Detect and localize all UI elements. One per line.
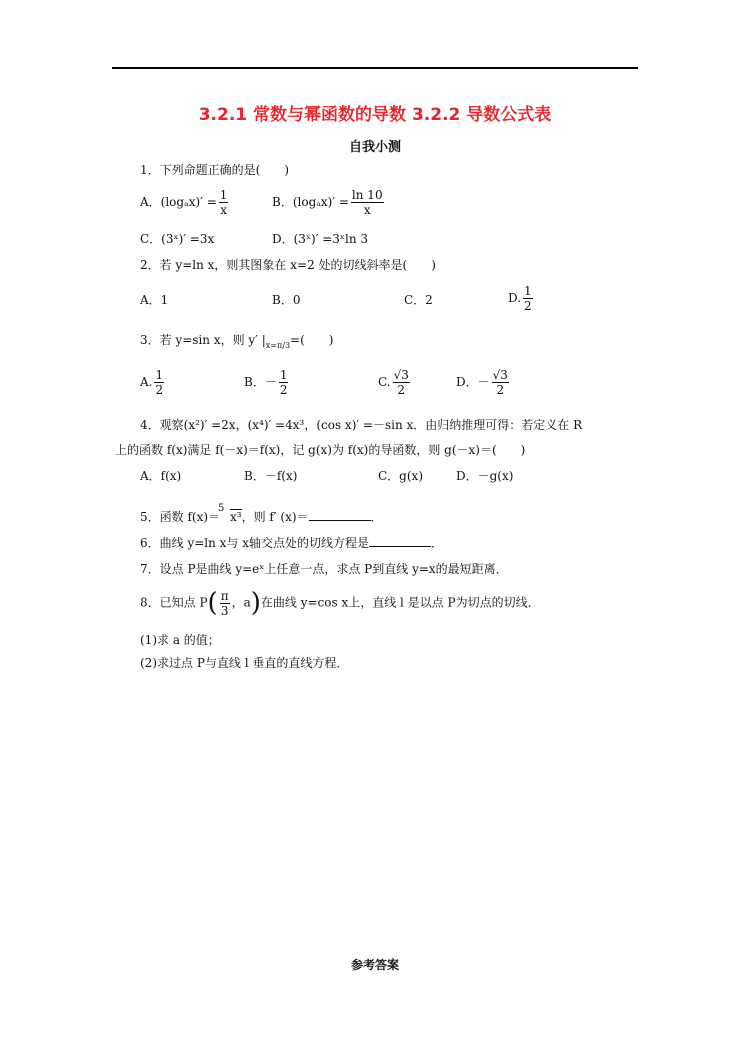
q1-option-b bbox=[272, 188, 386, 217]
q8-part2: (2)求过点 P与直线 l 垂直的直线方程． bbox=[140, 656, 349, 670]
q4-option-c: C．g(x) bbox=[378, 469, 423, 483]
denominator: x bbox=[363, 203, 371, 217]
stem-text: 5．函数 f(x)＝ bbox=[140, 510, 221, 524]
fraction bbox=[351, 188, 384, 217]
q3-stem bbox=[140, 332, 333, 354]
numerator: 1 bbox=[279, 368, 288, 382]
q2-option-c: C．2 bbox=[404, 293, 433, 307]
open-paren: ( bbox=[207, 588, 218, 618]
q1-option-a bbox=[140, 188, 230, 217]
q2-option-d bbox=[508, 284, 535, 313]
fraction bbox=[220, 589, 230, 618]
q3-option-b bbox=[244, 368, 290, 397]
header-rule bbox=[112, 67, 638, 69]
q2-stem: 2．若 y=ln x，则其图象在 x=2 处的切线斜率是( ) bbox=[140, 258, 436, 272]
stem-text: 8．已知点 P bbox=[140, 595, 208, 610]
option-label: D．－ bbox=[456, 375, 490, 389]
numerator: √3 bbox=[393, 368, 409, 382]
fraction bbox=[523, 284, 533, 313]
option-label: B．－ bbox=[244, 375, 277, 389]
q4-option-a: A．f(x) bbox=[140, 469, 182, 483]
stem-text: 在曲线 y=cos x上，直线 l 是以点 P为切点的切线． bbox=[260, 595, 540, 610]
q4-line1: 4．观察(x²)′ =2x，(x⁴)′ =4x³，(cos x)′ =－sin x．由归纳推理可得：若定义在 R bbox=[140, 418, 583, 432]
answer-blank bbox=[309, 509, 371, 521]
answer-blank bbox=[369, 535, 431, 547]
q4-option-b: B．－f(x) bbox=[244, 469, 298, 483]
fraction bbox=[154, 368, 164, 397]
radicand: x³ bbox=[230, 510, 242, 524]
fraction bbox=[219, 188, 229, 217]
radical bbox=[218, 503, 242, 525]
q8-part1: (1)求 a 的值； bbox=[140, 633, 220, 647]
root-index: 5 bbox=[218, 503, 225, 514]
stem-tail: =( ) bbox=[290, 333, 334, 347]
q1-option-d: D．(3ˣ)′ =3ˣln 3 bbox=[272, 232, 369, 246]
fraction bbox=[492, 368, 509, 397]
page-title: 3.2.1 常数与幂函数的导数 3.2.2 导数公式表 bbox=[198, 105, 552, 125]
q3-option-c bbox=[378, 368, 412, 397]
option-expr: A．(logₐx)′ = bbox=[140, 195, 217, 209]
denominator: 2 bbox=[397, 383, 406, 397]
q5 bbox=[140, 503, 383, 525]
answer-heading: 参考答案 bbox=[350, 958, 399, 972]
option-expr: B．(logₐx)′ = bbox=[272, 195, 349, 209]
q4-line2: 上的函数 f(x)满足 f(－x)＝f(x)，记 g(x)为 f(x)的导函数，则 g(－x)＝( ) bbox=[115, 443, 526, 457]
denominator: 2 bbox=[524, 299, 532, 313]
option-label: A. bbox=[140, 375, 153, 389]
numerator: π bbox=[220, 588, 229, 603]
denominator: 2 bbox=[496, 383, 505, 397]
q2-option-b: B．0 bbox=[272, 293, 301, 307]
fraction bbox=[393, 368, 410, 397]
stem-text: ，则 f′ (x)＝ bbox=[241, 510, 309, 524]
q3-option-a bbox=[140, 368, 166, 397]
close-paren: ) bbox=[250, 588, 261, 618]
q4-option-d: D．－g(x) bbox=[456, 469, 514, 483]
numerator: ln 10 bbox=[351, 188, 383, 202]
q3-option-d bbox=[456, 368, 511, 397]
q2-option-a: A．1 bbox=[140, 293, 169, 307]
fraction bbox=[279, 368, 289, 397]
denominator: 2 bbox=[279, 383, 288, 397]
q8 bbox=[140, 588, 540, 618]
numerator: √3 bbox=[492, 368, 508, 382]
q7: 7．设点 P是曲线 y=eˣ上任意一点，求点 P到直线 y=x的最短距离． bbox=[140, 562, 508, 576]
numerator: 1 bbox=[524, 284, 532, 298]
eval-condition: x=π/3 bbox=[265, 341, 291, 350]
stem-end: ． bbox=[370, 510, 383, 524]
denominator: x bbox=[220, 203, 227, 217]
denominator: 2 bbox=[155, 383, 164, 397]
numerator: 1 bbox=[219, 188, 228, 202]
stem-text: 6．曲线 y=ln x与 x轴交点处的切线方程是 bbox=[140, 536, 370, 550]
q1-stem: 1．下列命题正确的是( ) bbox=[140, 163, 289, 177]
section-heading: 自我小测 bbox=[348, 140, 401, 155]
q6 bbox=[140, 535, 443, 551]
q1-option-c: C．(3ˣ)′ =3x bbox=[140, 232, 215, 246]
stem-end: ． bbox=[431, 536, 444, 550]
option-label: D. bbox=[508, 291, 522, 305]
stem-text: 3．若 y=sin x，则 y′ | bbox=[140, 333, 266, 347]
numerator: 1 bbox=[155, 368, 164, 382]
denominator: 3 bbox=[220, 603, 229, 618]
option-label: C. bbox=[378, 375, 391, 389]
stem-text: ，a bbox=[231, 595, 251, 610]
